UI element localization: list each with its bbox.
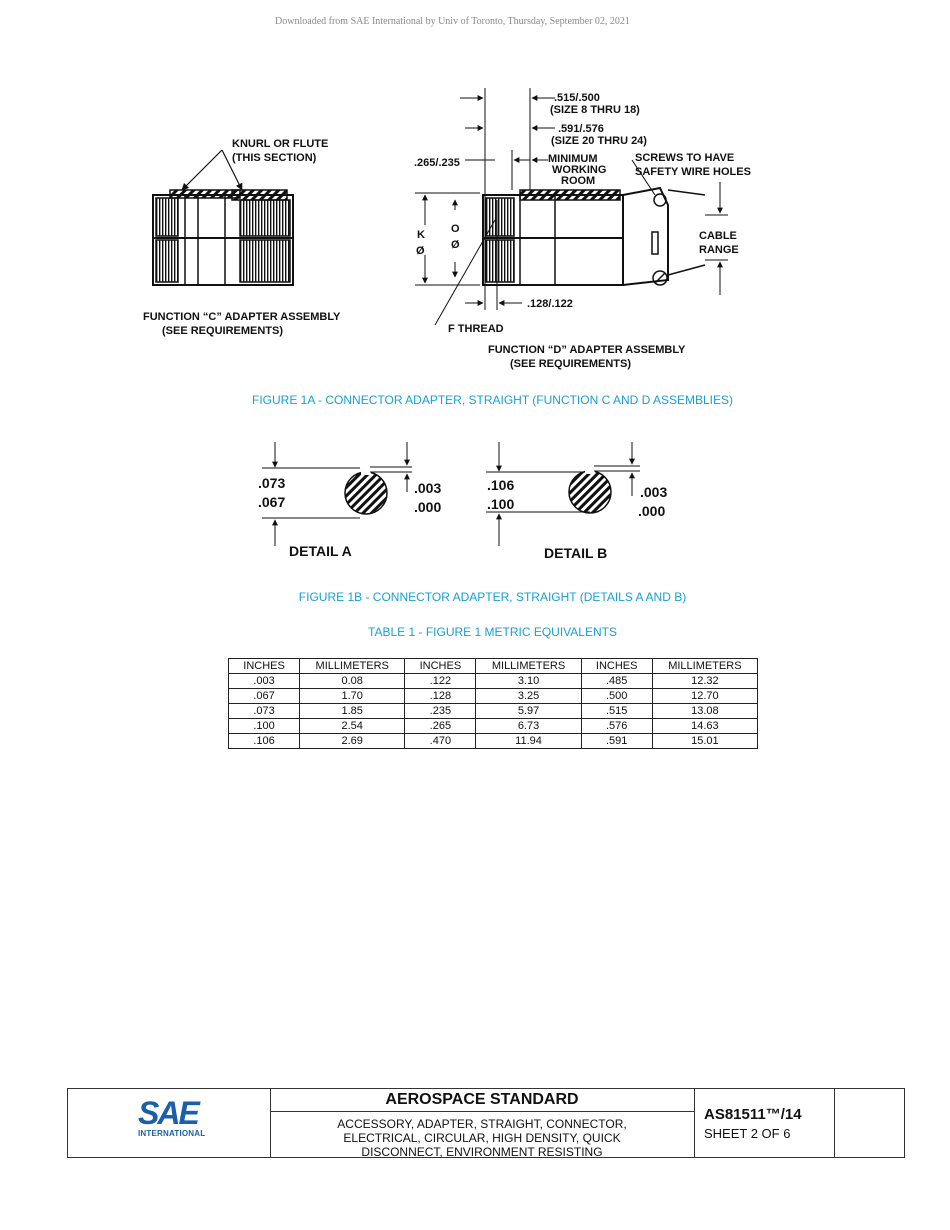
o-label: O <box>451 223 460 235</box>
size-20-thru-24: (SIZE 20 THRU 24) <box>551 135 647 147</box>
download-note: Downloaded from SAE International by Univ of Toronto, Thursday, September 02, 2021 <box>275 16 630 27</box>
detail-a-dim-upper: .073 <box>258 475 286 491</box>
table-cell: .128 <box>405 689 476 704</box>
header-millimeters: MILLIMETERS <box>652 659 757 674</box>
min-working-room-2: WORKING <box>552 164 607 176</box>
title-block-divider <box>834 1089 835 1157</box>
technical-drawing <box>0 0 950 600</box>
table-cell: .106 <box>229 734 300 749</box>
table-cell: .067 <box>229 689 300 704</box>
table-cell: 2.54 <box>300 719 405 734</box>
document-title-line-1: ACCESSORY, ADAPTER, STRAIGHT, CONNECTOR, <box>337 1117 627 1131</box>
table-cell: .100 <box>229 719 300 734</box>
table-cell: 5.97 <box>476 704 581 719</box>
table-cell: 14.63 <box>652 719 757 734</box>
sheet-number: SHEET 2 OF 6 <box>704 1126 791 1141</box>
screws-label-2: SAFETY WIRE HOLES <box>635 166 751 178</box>
table-cell: 11.94 <box>476 734 581 749</box>
sae-logo <box>68 1089 271 1157</box>
table-header-row <box>229 659 758 674</box>
table-row <box>229 674 758 689</box>
detail-b-label: DETAIL B <box>544 545 608 561</box>
table-cell: .576 <box>581 719 652 734</box>
sae-logo-subtitle: INTERNATIONAL <box>138 1129 206 1138</box>
table-row <box>229 689 758 704</box>
document-title <box>270 1112 694 1159</box>
table-cell: 2.69 <box>300 734 405 749</box>
dim-591-576: .591/.576 <box>558 123 604 135</box>
sae-logo-text: SAE <box>138 1095 198 1131</box>
title-block <box>67 1088 905 1158</box>
detail-b-gap-lower: .000 <box>638 503 666 519</box>
header-inches: INCHES <box>581 659 652 674</box>
table-row <box>229 704 758 719</box>
metric-equivalents-table <box>228 658 758 749</box>
knurl-label-2: (THIS SECTION) <box>232 152 317 164</box>
table-cell: .003 <box>229 674 300 689</box>
header-millimeters: MILLIMETERS <box>300 659 405 674</box>
document-title-line-3: DISCONNECT, ENVIRONMENT RESISTING <box>361 1145 603 1159</box>
table-cell: .485 <box>581 674 652 689</box>
cable-range-2: RANGE <box>699 244 739 256</box>
table-cell: .515 <box>581 704 652 719</box>
dim-128-122: .128/.122 <box>527 298 573 310</box>
table-row <box>229 719 758 734</box>
function-c-adapter-drawing <box>153 190 293 285</box>
detail-a-dim-lower: .067 <box>258 494 286 510</box>
detail-a-label: DETAIL A <box>289 543 352 559</box>
knurl-label-1: KNURL OR FLUTE <box>232 138 329 150</box>
table-cell: 12.32 <box>652 674 757 689</box>
cable-range-1: CABLE <box>699 230 737 242</box>
table-cell: 1.70 <box>300 689 405 704</box>
function-d-adapter-drawing <box>483 188 705 285</box>
table-cell: 3.10 <box>476 674 581 689</box>
figure-1b-caption: FIGURE 1B - CONNECTOR ADAPTER, STRAIGHT (DETAILS A AND B) <box>298 590 687 604</box>
o-diameter-symbol: Ø <box>451 239 460 251</box>
document-title-line-2: ELECTRICAL, CIRCULAR, HIGH DENSITY, QUICK <box>343 1131 621 1145</box>
table-cell: .265 <box>405 719 476 734</box>
header-inches: INCHES <box>229 659 300 674</box>
dim-515-500: .515/.500 <box>554 92 600 104</box>
function-c-label-2: (SEE REQUIREMENTS) <box>162 325 284 337</box>
header-inches: INCHES <box>405 659 476 674</box>
table-cell: .235 <box>405 704 476 719</box>
k-label: K <box>417 229 425 241</box>
table-cell: 1.85 <box>300 704 405 719</box>
min-working-room-3: ROOM <box>561 175 596 187</box>
table-1-title: TABLE 1 - FIGURE 1 METRIC EQUIVALENTS <box>368 625 617 639</box>
dim-265-235: .265/.235 <box>414 157 460 169</box>
function-c-label-1: FUNCTION “C” ADAPTER ASSEMBLY <box>143 311 341 323</box>
table-row <box>229 734 758 749</box>
table-cell: .073 <box>229 704 300 719</box>
table-cell: 13.08 <box>652 704 757 719</box>
size-8-thru-18: (SIZE 8 THRU 18) <box>550 104 640 116</box>
title-block-description <box>270 1089 695 1157</box>
function-d-label-2: (SEE REQUIREMENTS) <box>510 358 632 370</box>
table-cell: .591 <box>581 734 652 749</box>
min-working-room-1: MINIMUM <box>548 153 598 165</box>
header-millimeters: MILLIMETERS <box>476 659 581 674</box>
function-d-label-1: FUNCTION “D” ADAPTER ASSEMBLY <box>488 344 686 356</box>
table-cell: 12.70 <box>652 689 757 704</box>
screws-label-1: SCREWS TO HAVE <box>635 152 735 164</box>
detail-b-drawing <box>486 442 640 546</box>
standard-heading: AEROSPACE STANDARD <box>270 1089 694 1112</box>
k-diameter-symbol: Ø <box>416 245 425 257</box>
f-thread-label: F THREAD <box>448 323 504 335</box>
document-number: AS81511™/14 <box>704 1106 802 1123</box>
table-cell: 3.25 <box>476 689 581 704</box>
table-cell: .122 <box>405 674 476 689</box>
detail-b-dim-upper: .106 <box>487 477 515 493</box>
table-cell: 15.01 <box>652 734 757 749</box>
detail-b-gap-upper: .003 <box>640 484 668 500</box>
table-cell: .500 <box>581 689 652 704</box>
detail-a-gap-lower: .000 <box>414 499 442 515</box>
table-cell: 0.08 <box>300 674 405 689</box>
figure-1a-caption: FIGURE 1A - CONNECTOR ADAPTER, STRAIGHT (FUNCTION C AND D ASSEMBLIES) <box>252 393 733 407</box>
table-cell: 6.73 <box>476 719 581 734</box>
detail-a-gap-upper: .003 <box>414 480 442 496</box>
detail-b-dim-lower: .100 <box>487 496 515 512</box>
table-cell: .470 <box>405 734 476 749</box>
